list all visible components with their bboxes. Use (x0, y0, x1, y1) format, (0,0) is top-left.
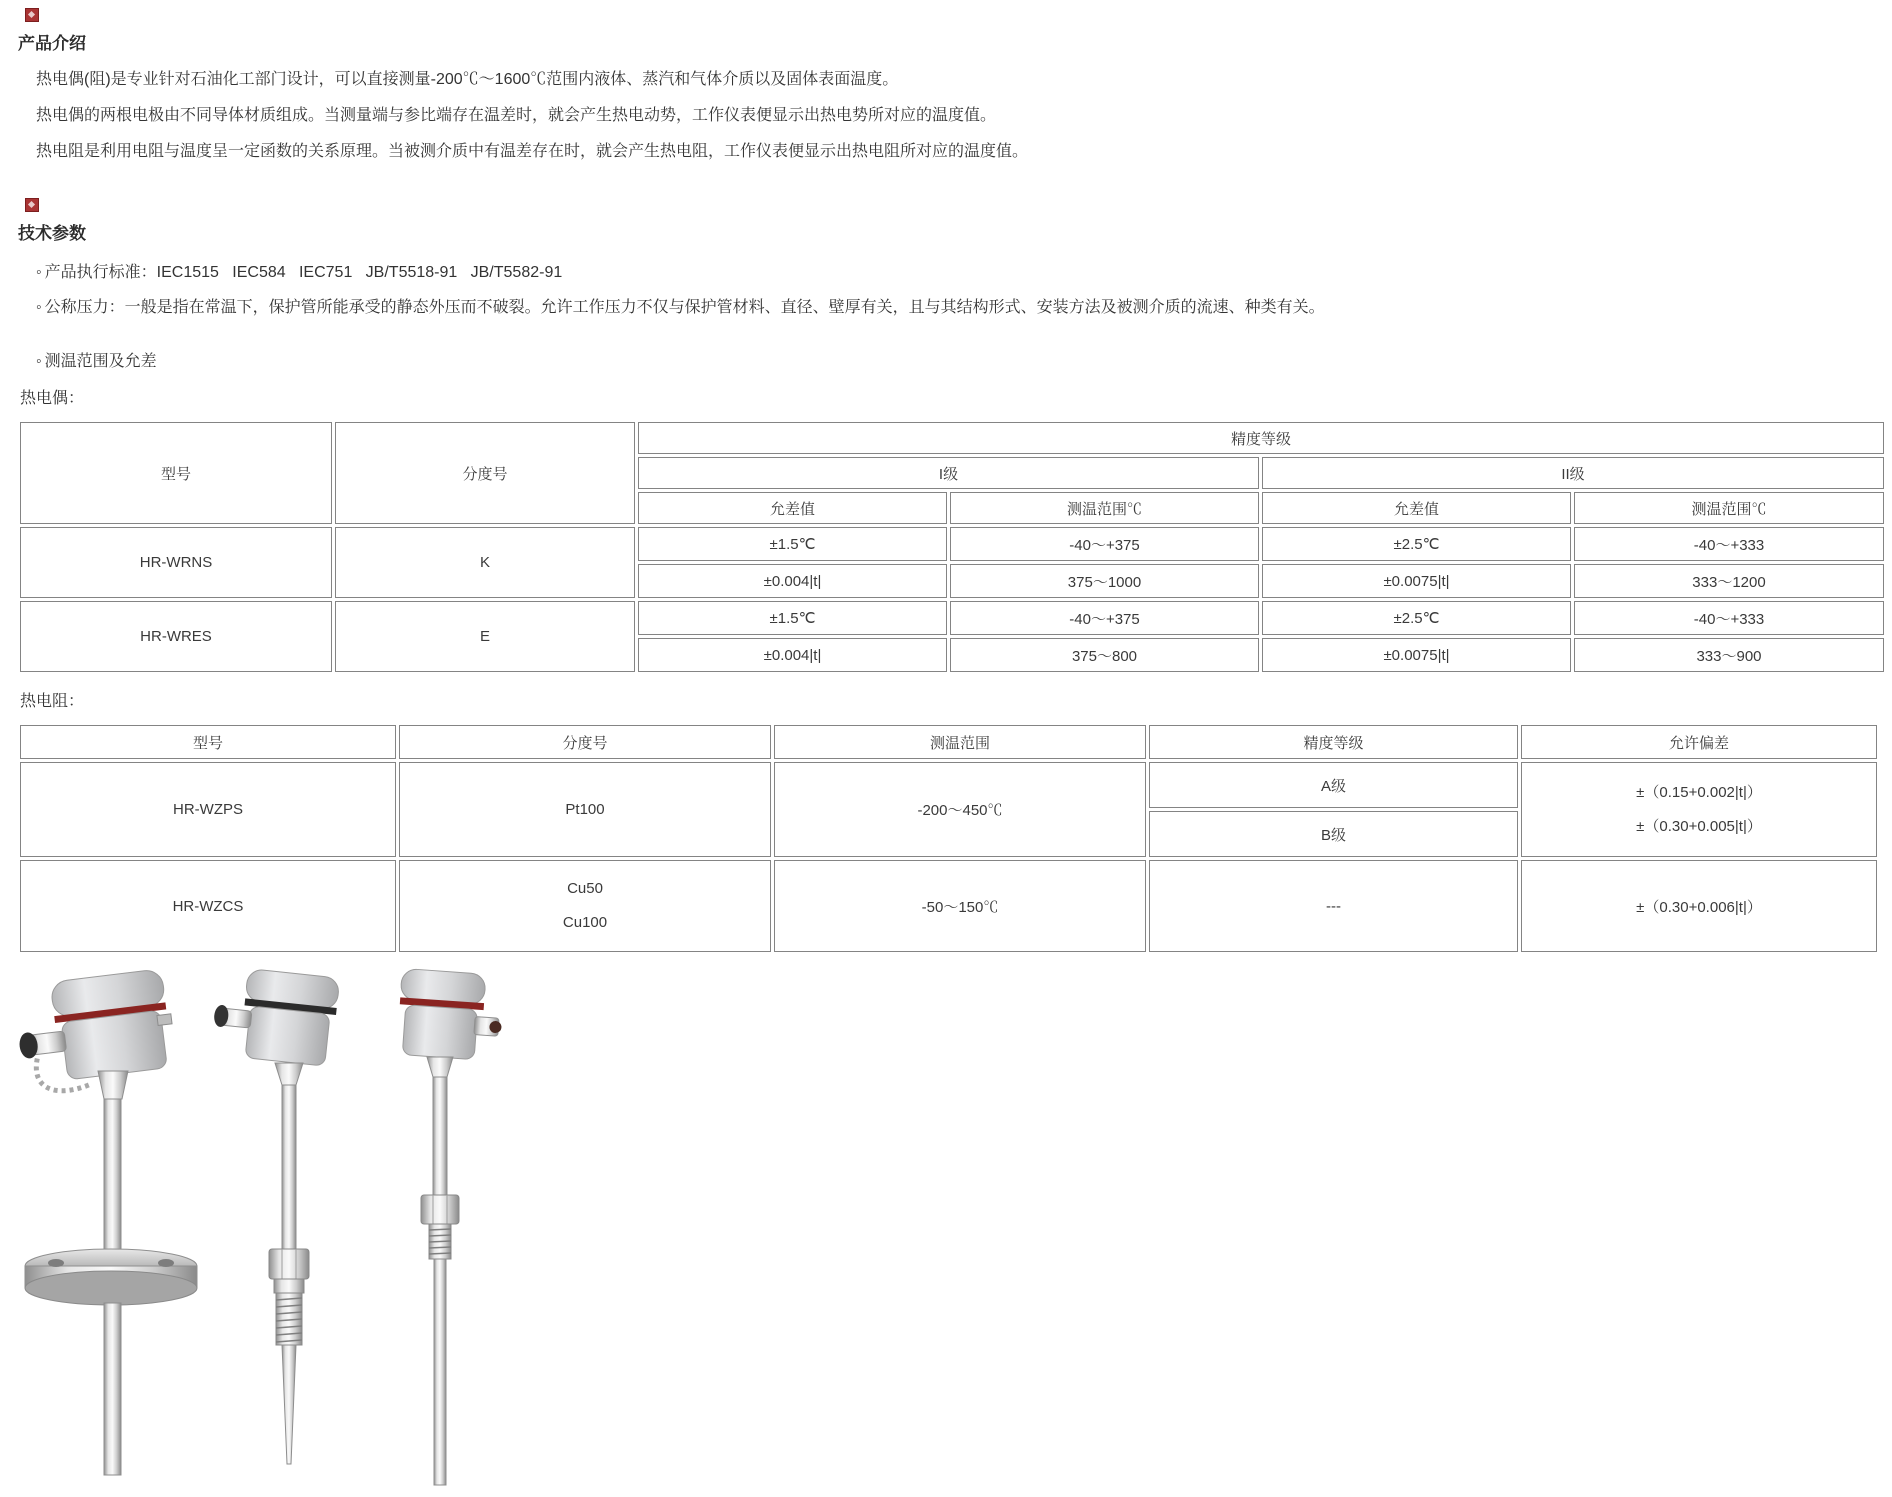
cell-range: -40～+375 (950, 601, 1259, 635)
tech-bullet-pressure (36, 298, 1892, 318)
red-ornament-icon (25, 198, 39, 212)
table-row (20, 860, 1877, 952)
bullet-circle-icon: ◦ (36, 353, 42, 370)
col-header-range: 测温范围℃ (950, 492, 1259, 524)
cell-tolerance: ±2.5℃ (1262, 601, 1571, 635)
cell-tolerance: ±0.004|t| (638, 564, 947, 598)
col-header-permissible-deviation: 允许偏差 (1521, 725, 1877, 759)
tapered-thread-thermocouple-photo (213, 967, 348, 1497)
cell-range: -40～+375 (950, 527, 1259, 561)
cell-range: 375～1000 (950, 564, 1259, 598)
rtd-table (17, 722, 1880, 955)
tech-bullet-standards (36, 263, 1892, 283)
cell-range: -40～+333 (1574, 527, 1884, 561)
deviation-a: ±（0.15+0.002|t|） (1636, 783, 1762, 801)
tech-heading: 技术参数 (18, 224, 86, 243)
graduation-cu50: Cu50 (567, 880, 603, 897)
cell-grade-b: B级 (1149, 811, 1518, 857)
cell-range: 333～900 (1574, 638, 1884, 672)
col-header-tolerance: 允差值 (638, 492, 947, 524)
cell-tolerance: ±0.0075|t| (1262, 638, 1571, 672)
cell-graduation: K (335, 527, 635, 598)
cell-deviation (1521, 762, 1877, 857)
thermocouple-table-label: 热电偶： (20, 390, 85, 407)
product-photos (0, 967, 1892, 1497)
cell-graduation: Pt100 (399, 762, 771, 857)
col-header-accuracy-grade: 精度等级 (1149, 725, 1518, 759)
cell-range: -40～+333 (1574, 601, 1884, 635)
cell-tolerance: ±1.5℃ (638, 601, 947, 635)
red-ornament-icon (25, 8, 39, 22)
bullet-text: 公称压力：一般是指在常温下，保护管所能承受的静态外压而不破裂。允许工作压力不仅与保护管材料、直径、壁厚有关，且与其结构形式、安装方法及被测介质的流速、种类有关。 (44, 299, 1325, 316)
col-header-accuracy-class: 精度等级 (638, 422, 1884, 454)
col-header-range: 测温范围 (774, 725, 1146, 759)
cell-tolerance: ±1.5℃ (638, 527, 947, 561)
tech-bullet-range (36, 352, 1892, 372)
cell-graduation (399, 860, 771, 952)
bullet-text: 测温范围及允差 (44, 353, 157, 370)
cell-range: 333～1200 (1574, 564, 1884, 598)
table-row (20, 762, 1877, 808)
col-header-tolerance: 允差值 (1262, 492, 1571, 524)
cell-range: -200～450℃ (774, 762, 1146, 857)
cell-tolerance: ±0.0075|t| (1262, 564, 1571, 598)
cell-model: HR-WZCS (20, 860, 396, 952)
intro-heading: 产品介绍 (18, 34, 86, 53)
thermocouple-table (17, 419, 1887, 675)
table-row (20, 527, 1884, 561)
product-page (0, 8, 1892, 1470)
cell-tolerance: ±2.5℃ (1262, 527, 1571, 561)
col-header-class-2: II级 (1262, 457, 1884, 489)
cell-model: HR-WRNS (20, 527, 332, 598)
rtd-table-label: 热电阻： (20, 693, 85, 710)
cell-model: HR-WRES (20, 601, 332, 672)
col-header-graduation: 分度号 (335, 422, 635, 524)
col-header-model: 型号 (20, 422, 332, 524)
cell-grade-a: A级 (1149, 762, 1518, 808)
intro-paragraph: 热电偶(阻)是专业针对石油化工部门设计，可以直接测量-200℃～1600℃范围内液体、蒸汽和气体介质以及固体表面温度。 (36, 71, 899, 88)
cell-range: 375～800 (950, 638, 1259, 672)
graduation-cu100: Cu100 (562, 914, 608, 931)
deviation-b: ±（0.30+0.005|t|） (1636, 817, 1762, 835)
col-header-model: 型号 (20, 725, 396, 759)
cell-model: HR-WZPS (20, 762, 396, 857)
flange-thermocouple-photo (18, 967, 203, 1497)
cell-tolerance: ±0.004|t| (638, 638, 947, 672)
bullet-circle-icon: ◦ (36, 264, 42, 281)
bullet-text: 产品执行标准：IEC1515 IEC584 IEC751 JB/T5518-91 JB/T5582-91 (44, 264, 563, 281)
cell-graduation: E (335, 601, 635, 672)
col-header-class-1: I级 (638, 457, 1259, 489)
col-header-graduation: 分度号 (399, 725, 771, 759)
intro-paragraph: 热电偶的两根电极由不同导体材质组成。当测量端与参比端存在温差时，就会产生热电动势，工作仪表便显示出热电势所对应的温度值。 (36, 107, 997, 124)
col-header-range: 测温范围℃ (1574, 492, 1884, 524)
table-row (20, 601, 1884, 635)
straight-thread-thermocouple-photo (383, 967, 503, 1497)
intro-paragraph: 热电阻是利用电阻与温度呈一定函数的关系原理。当被测介质中有温差存在时，就会产生热电阻，工作仪表便显示出热电阻所对应的温度值。 (36, 143, 1029, 160)
cell-deviation: ±（0.30+0.006|t|） (1521, 860, 1877, 952)
cell-grade: --- (1149, 860, 1518, 952)
bullet-circle-icon: ◦ (36, 299, 42, 316)
cell-range: -50～150℃ (774, 860, 1146, 952)
